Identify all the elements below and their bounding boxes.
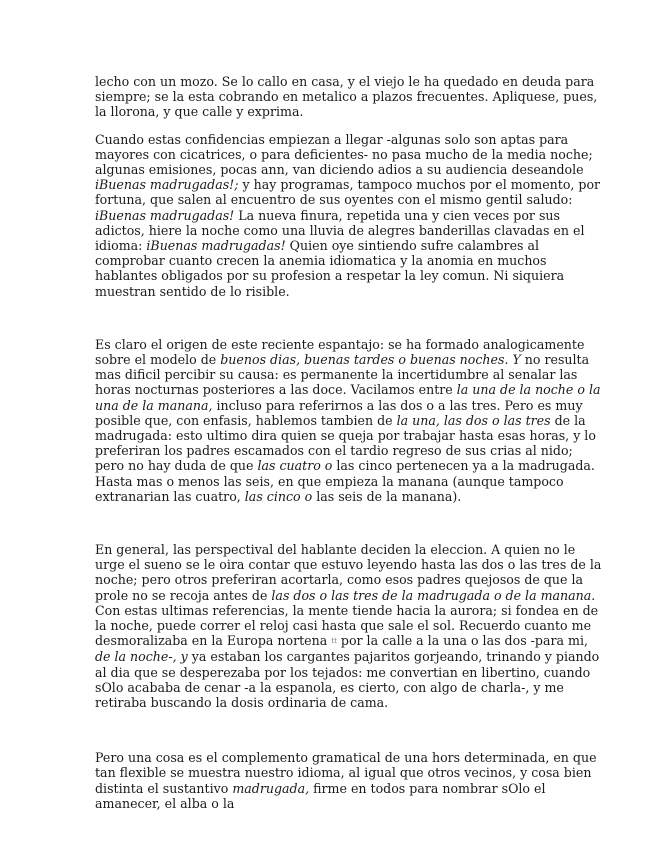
text-run: Con estas ultimas referencias, la mente tiende hacia la aurora; si fondea en de la noche, puede correr el reloj casi hasta que sale el sol. Recuerdo cuanto me desmoralizaba en la Europa nortena (95, 602, 599, 649)
paragraph-4 (95, 542, 605, 710)
text-run: Quien oye sintiendo sufre calambres al comprobar cuanto crecen la anemia idiomatica y la anomia en muchos hablantes obligados por su profesion a respetar la ley comun. Ni siquiera muestran sentido de lo risible. (95, 238, 565, 299)
text-run: ya estaban los cargantes pajaritos gorjeando, trinando y piando al dia que se desperezaba por los tejados: me convertian en libertino, cuando sOlo acababa de cenar -a la espanola, es cierto, con algo de charla-, y me retiraba buscando la dosis ordinaria de cama. (95, 649, 600, 710)
paragraph-1 (95, 74, 605, 120)
note-mark: tt (331, 637, 337, 646)
text-run: La nueva finura, repetida una y cien veces por sus adictos, hiere la noche como una lluvia de alegres banderillas clavadas en el idioma: (95, 207, 585, 254)
text-run: no resulta mas dificil percibir su causa: es permanente la incertidumbre al senalar las horas nocturnas posteriores a las doce. Vacilamos entre (95, 352, 590, 398)
text-run: En general, las perspectival del hablante deciden la eleccion. A quien no le urge el sueno se le oira contar que estuvo leyendo hasta las dos o las tres de la noche; pero otros preferiran acortarla, como esos padres quejosos de que la prole no se recoja antes de (95, 542, 602, 603)
text-run: por la calle a la una o las dos -para mi, (336, 633, 588, 649)
text-run: lecho con un mozo. Se lo callo en casa, y el viejo le ha quedado en deuda para siempre; se la esta cobrando en metalico a plazos frecuentes. Apliquese, pues, la llorona, y que calle y exprima. (95, 74, 598, 120)
document-page (95, 74, 605, 811)
text-run: firme en todos para nombrar sOlo el amanecer, el alba o la (95, 780, 546, 811)
paragraph-2 (95, 132, 605, 299)
paragraph-5 (95, 750, 605, 811)
text-run: y hay programas, tampoco muchos por el momento, por fortuna, que salen al encuentro de sus oyentes con el mismo gentil saludo: (95, 177, 601, 208)
paragraph-3 (95, 337, 605, 504)
italic-phrase: madrugada, (232, 780, 310, 796)
text-run: Es claro el origen de este reciente espantajo: se ha formado analogicamente sobre el modelo de (95, 336, 585, 368)
italic-phrase: la una, las dos o las tres (396, 412, 551, 428)
text-run: Cuando estas confidencias empiezan a llegar -algunas solo son aptas para mayores con cicatrices, o para deficientes- no pasa mucho de la media noche; algunas emisiones, pocas ann, van diciendo adios a su audiencia deseandole (95, 131, 593, 178)
italic-phrase: las cinco o (244, 488, 313, 504)
italic-phrase: la una de la noche o la una de la manana, (95, 382, 601, 413)
italic-phrase: las dos o las tres de la madrugada o de la manana. (271, 587, 596, 603)
italic-phrase: iBuenas madrugadas!; (95, 177, 239, 193)
text-run: de la madrugada: esto ultimo dira quien se queja por trabajar hasta esas horas, y lo preferiran los padres escamados con el tardio regreso de sus crias al nido; pero no hay duda de que (95, 412, 596, 474)
italic-phrase: las cuatro o (257, 458, 333, 474)
italic-phrase: iBuenas madrugadas! (146, 238, 286, 254)
italic-phrase: de la noche-, y (95, 649, 188, 665)
italic-phrase: buenos dias, buenas tardes o buenas noches. Y (220, 352, 521, 368)
text-run: Pero una cosa es el complemento gramatical de una hors determinada, en que tan flexible se muestra nuestro idioma, al igual que otros vecinos, y cosa bien distinta el sustantivo (95, 750, 597, 796)
italic-phrase: iBuenas madrugadas! (95, 207, 235, 223)
text-run: las seis de la manana). (312, 488, 462, 504)
text-run: las cinco pertenecen ya a la madrugada. Hasta mas o menos las seis, en que empieza la manana (aunque tampoco extranarian las cuatro, (95, 458, 595, 504)
text-run: incluso para referirnos a las dos o a las tres. Pero es muy posible que, con enfasis, hablemos tambien de (95, 397, 583, 428)
